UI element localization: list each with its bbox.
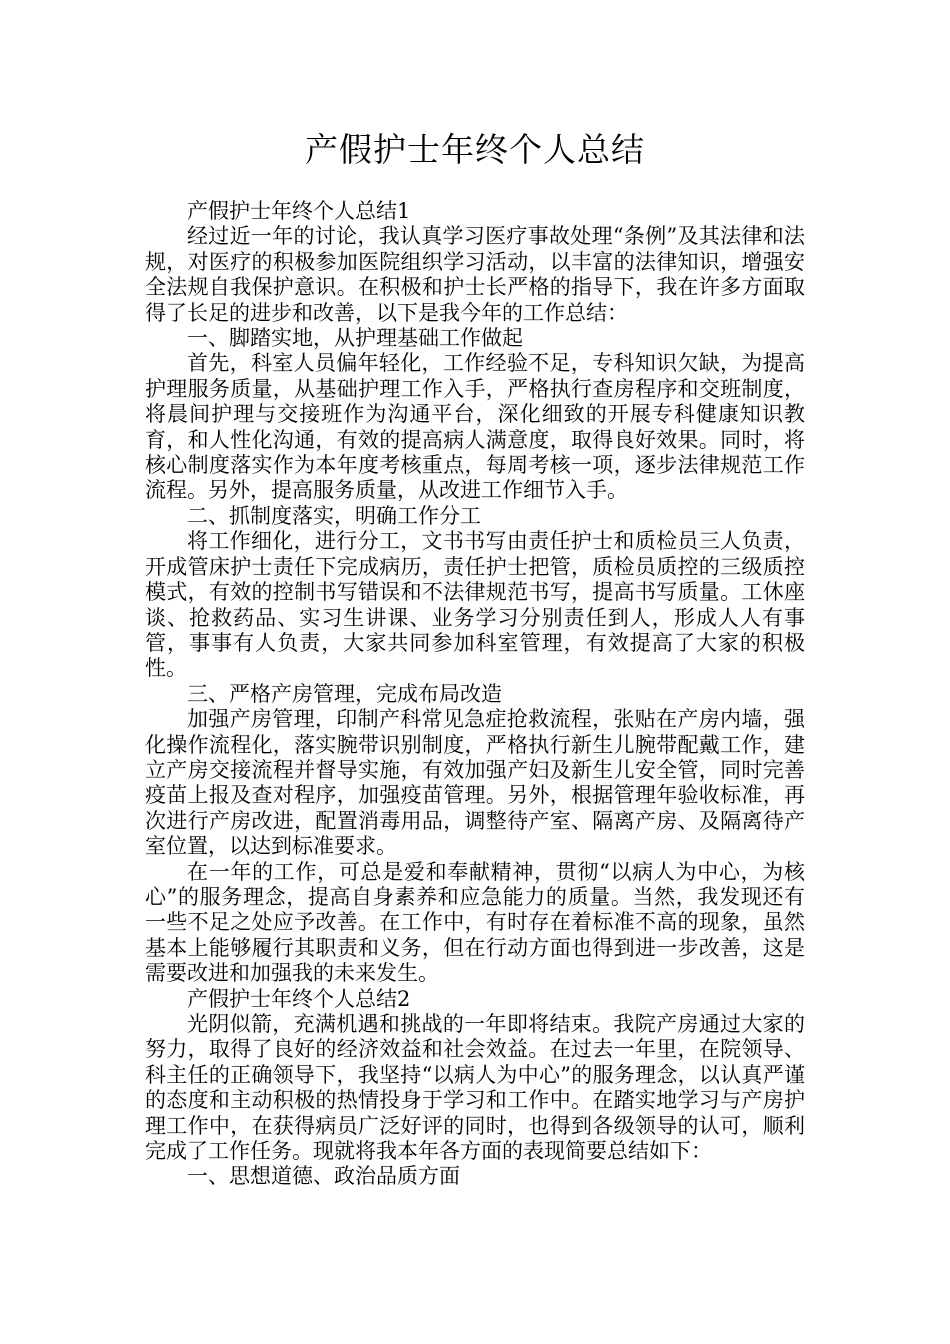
section-heading-summary-2: 产假护士年终个人总结2 (187, 986, 411, 1011)
section-heading: 一、脚踏实地，从护理基础工作做起 (187, 326, 523, 351)
document-body (145, 199, 805, 1190)
section-heading: 三、严格产房管理，完成布局改造 (187, 681, 502, 706)
body-paragraph: 在一年的工作，可总是爱和奉献精神，贯彻“以病人为中心，为核心”的服务理念，提高自身素养和应急能力的质量。当然，我发现还有一些不足之处应予改善。在工作中，有时存在着标准不高的现象，虽然基本上能够履行其职责和义务，但在行动方面也得到进一步改善，这是需要改进和加强我的未来发生。 (145, 859, 805, 986)
section-heading: 一、思想道德、政治品质方面 (187, 1164, 460, 1189)
document-title: 产假护士年终个人总结 (305, 130, 645, 169)
body-paragraph: 将工作细化，进行分工，文书书写由责任护士和质检员三人负责，开成管床护士责任下完成病历，责任护士把管，质检员质控的三级质控模式，有效的控制书写错误和不法律规范书写，提高书写质量。工休座谈、抢救药品、实习生讲课、业务学习分别责任到人，形成人人有事管，事事有人负责，大家共同参加科室管理，有效提高了大家的积极性。 (145, 529, 805, 681)
body-paragraph: 经过近一年的讨论，我认真学习医疗事故处理“条例”及其法律和法规，对医疗的积极参加医院组织学习活动，以丰富的法律知识，增强安全法规自我保护意识。在积极和护士长严格的指导下，我在许多方面取得了长足的进步和改善，以下是我今年的工作总结： (145, 224, 805, 325)
body-paragraph: 加强产房管理，印制产科常见急症抢救流程，张贴在产房内墙，强化操作流程化，落实腕带识别制度，严格执行新生儿腕带配戴工作，建立产房交接流程并督导实施，有效加强产妇及新生儿安全管，同时完善疫苗上报及查对程序，加强疫苗管理。另外，根据管理年验收标准，再次进行产房改进，配置消毒用品，调整待产室、隔离产房、及隔离待产室位置，以达到标准要求。 (145, 707, 805, 859)
section-heading-summary-1: 产假护士年终个人总结1 (187, 199, 411, 223)
body-paragraph: 光阴似箭，充满机遇和挑战的一年即将结束。我院产房通过大家的努力，取得了良好的经济效益和社会效益。在过去一年里，在院领导、科主任的正确领导下，我坚持“以病人为中心”的服务理念，以认真严谨的态度和主动积极的热情投身于学习和工作中。在踏实地学习与产房护理工作中，在获得病员广泛好评的同时，也得到各级领导的认可，顺利完成了工作任务。现就将我本年各方面的表现简要总结如下： (145, 1012, 805, 1164)
body-paragraph: 首先，科室人员偏年轻化，工作经验不足，专科知识欠缺，为提高护理服务质量，从基础护理工作入手，严格执行查房程序和交班制度，将晨间护理与交接班作为沟通平台，深化细致的开展专科健康知识教育，和人性化沟通，有效的提高病人满意度，取得良好效果。同时，将核心制度落实作为本年度考核重点，每周考核一项，逐步法律规范工作流程。另外，提高服务质量，从改进工作细节入手。 (145, 351, 805, 503)
section-heading: 二、抓制度落实，明确工作分工 (187, 503, 481, 528)
